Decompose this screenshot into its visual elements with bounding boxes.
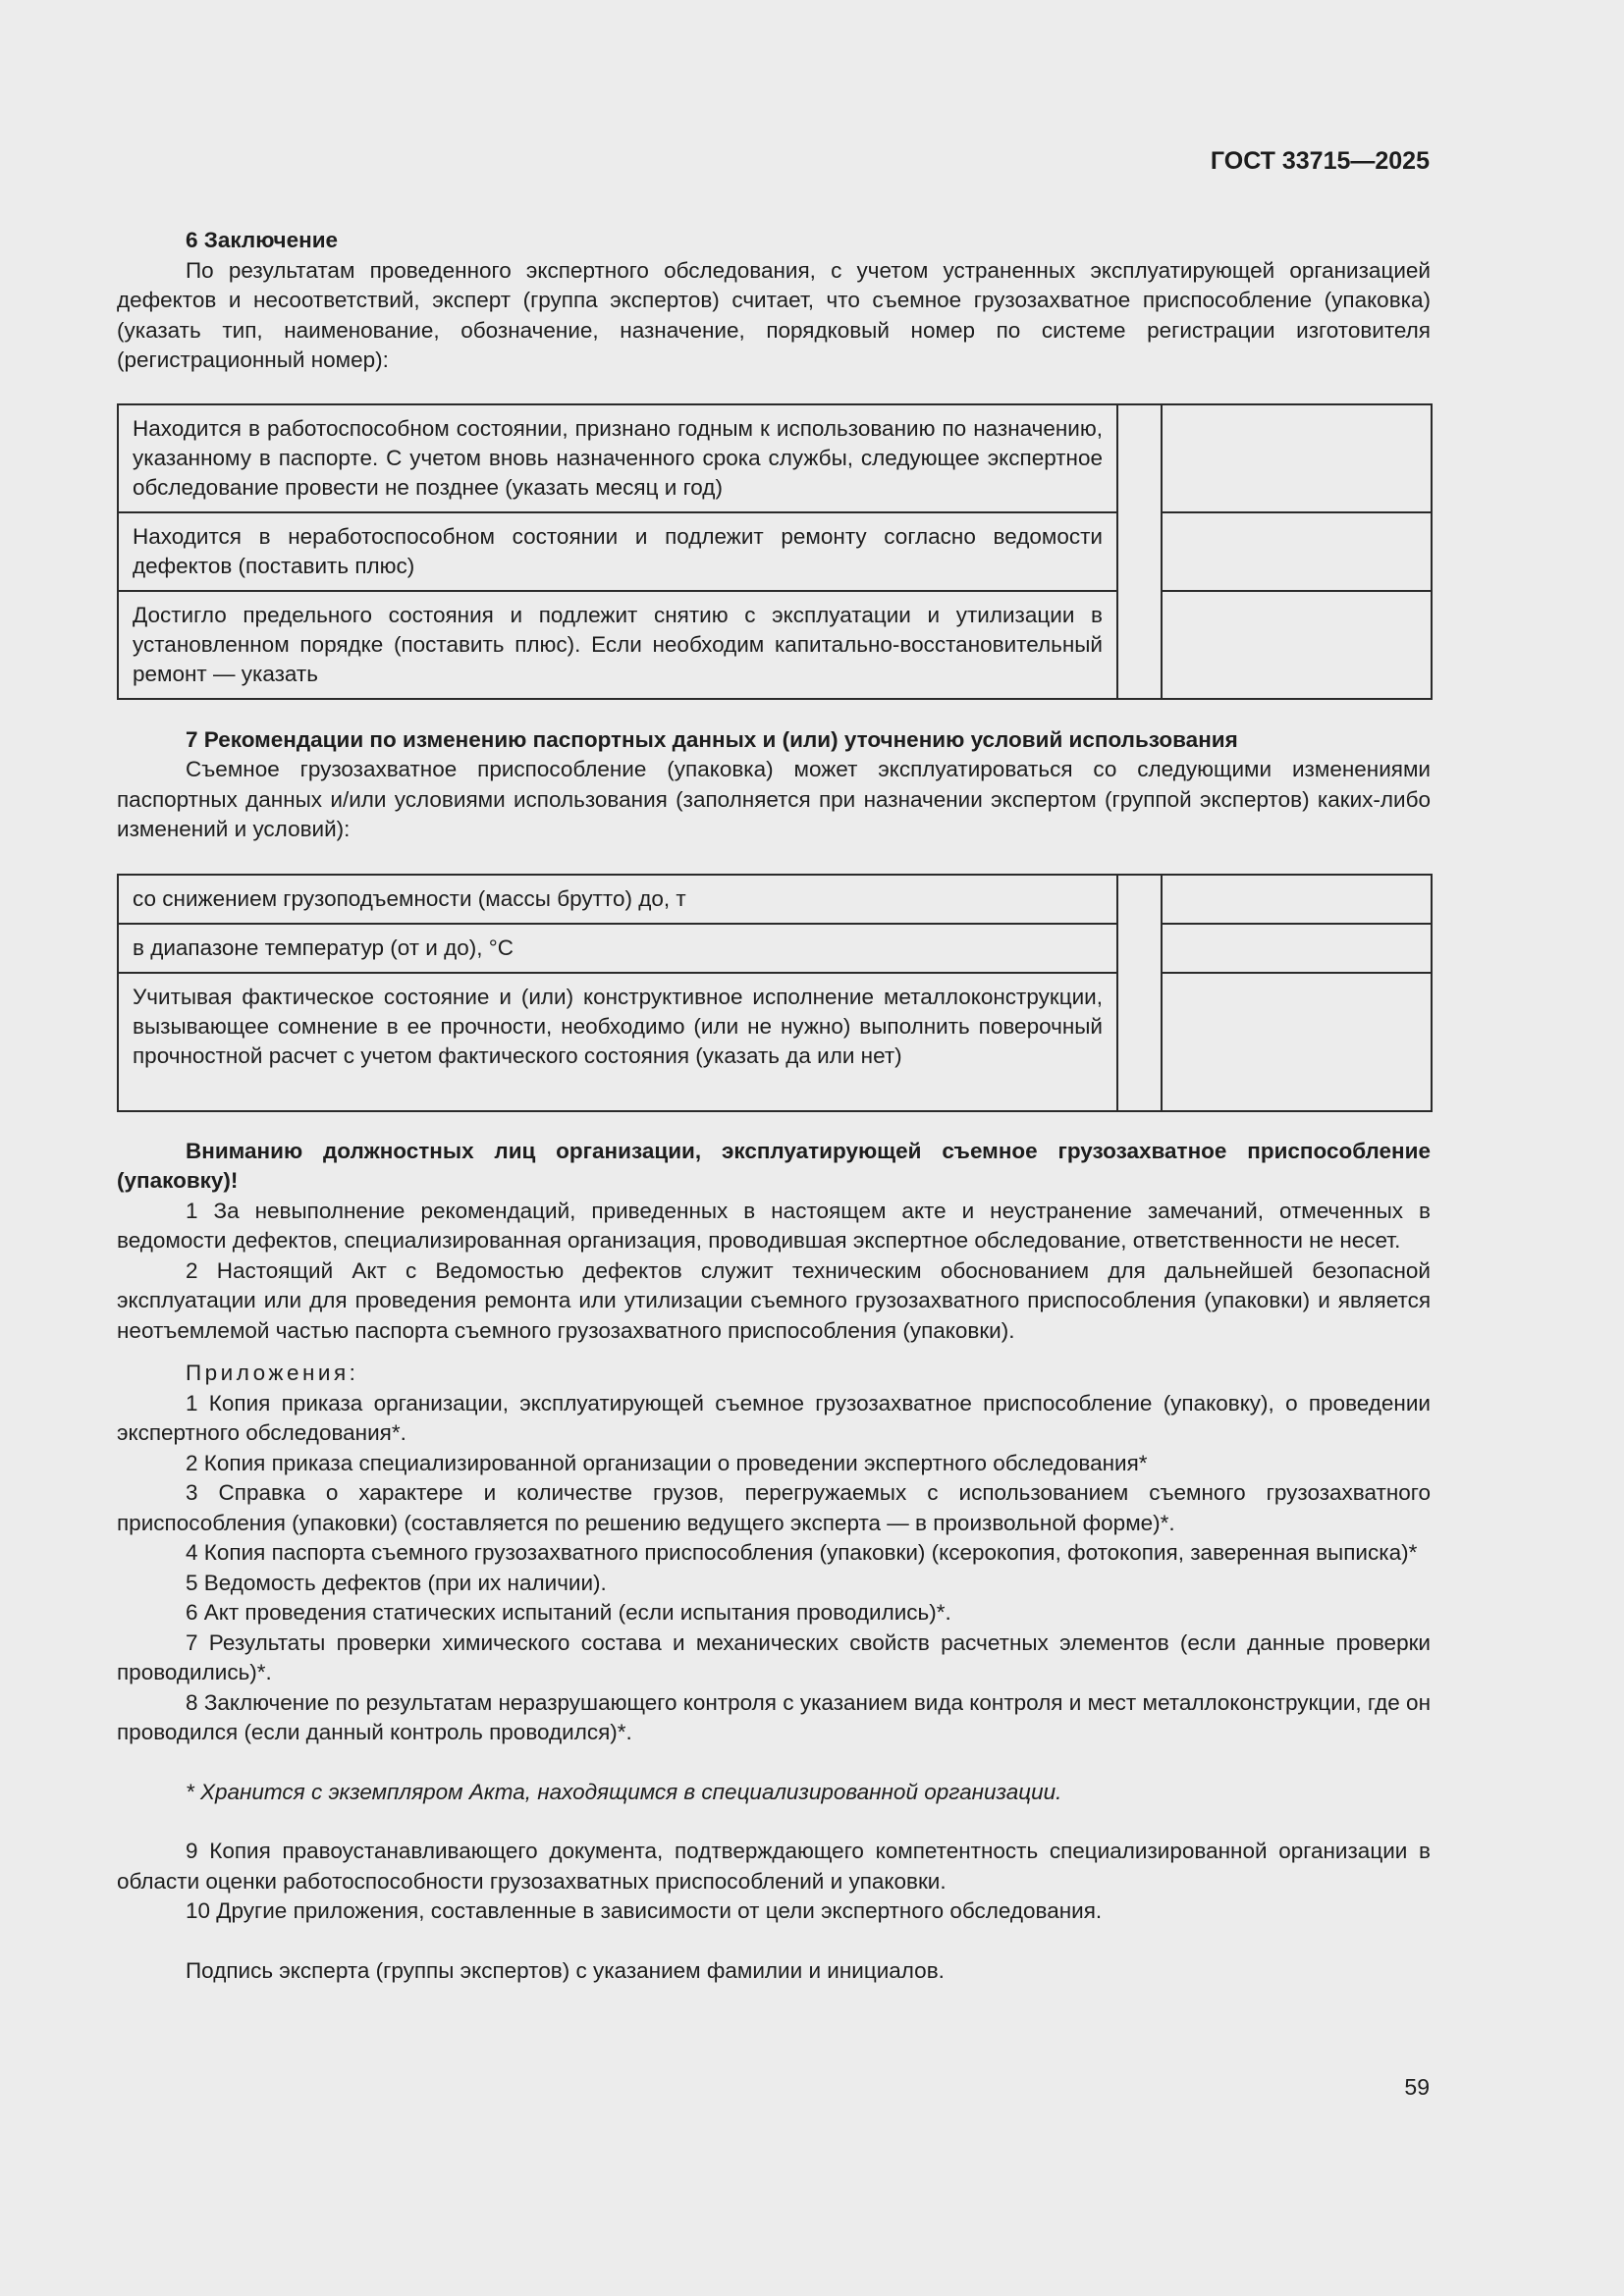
recommendations-table (117, 874, 1433, 1112)
appendix-item: 2 Копия приказа специализированной организации о проведении экспертного обследования* (186, 1450, 1148, 1475)
appendix-item: 3 Справка о характере и количестве грузов, перегружаемых с использованием съемного грузозахватного приспособления (упаковки) (составляется по решению ведущего эксперта — в произвольной форме)*. (117, 1480, 1431, 1535)
recommendation-row-text: Учитывая фактическое состояние и (или) конструктивное исполнение металлоконструкции, вызывающее сомнение в ее прочности, необходимо (или не нужно) выполнить поверочный прочностной расчет с учетом фактического состояния (указать да или нет) (118, 973, 1117, 1111)
conclusion-narrow-cell (1117, 404, 1162, 699)
conclusion-value-cell[interactable] (1162, 591, 1432, 699)
conclusion-row (118, 404, 1432, 512)
conclusion-row-text: Находится в работоспособном состоянии, признано годным к использованию по назначению, указанному в паспорте. С учетом вновь назначенного срока службы, следующее экспертное обследование провести не позднее (указать месяц и год) (118, 404, 1117, 512)
conclusion-row (118, 591, 1432, 699)
appendix-item: 7 Результаты проверки химического состава и механических свойств расчетных элементов (если данные проверки проводились)*. (117, 1629, 1431, 1684)
recommendation-value-cell[interactable] (1162, 875, 1432, 924)
attention-title: Вниманию должностных лиц организации, эксплуатирующей съемное грузозахватное приспособление (упаковку)! (117, 1138, 1431, 1193)
appendices-title: Приложения: (186, 1361, 359, 1385)
expert-signature-line: Подпись эксперта (группы экспертов) с указанием фамилии и инициалов. (186, 1957, 945, 1983)
conclusion-value-cell[interactable] (1162, 404, 1432, 512)
appendix-item: 9 Копия правоустанавливающего документа, подтверждающего компетентность специализированной организации в области оценки работоспособности грузозахватных приспособлений и упаковки. (117, 1839, 1431, 1894)
page-number: 59 (1404, 2074, 1430, 2100)
appendix-footnote: * Хранится с экземпляром Акта, находящимся в специализированной организации. (186, 1779, 1062, 1804)
document-id: ГОСТ 33715—2025 (1210, 147, 1430, 175)
appendix-item: 6 Акт проведения статических испытаний (если испытания проводились)*. (186, 1600, 951, 1625)
attention-item: 1 За невыполнение рекомендаций, приведенных в настоящем акте и неустранение замечаний, отмеченных в ведомости дефектов, специализированная организация, проводившая экспертное обследование, ответственности не несет. (117, 1198, 1431, 1253)
recommendation-narrow-cell (1117, 875, 1162, 1111)
appendix-item: 5 Ведомость дефектов (при их наличии). (186, 1570, 607, 1595)
appendix-item: 10 Другие приложения, составленные в зависимости от цели экспертного обследования. (186, 1898, 1103, 1923)
recommendation-value-cell[interactable] (1162, 973, 1432, 1111)
conclusion-row (118, 512, 1432, 591)
page-content (117, 226, 1431, 1986)
recommendation-row-text: со снижением грузоподъемности (массы брутто) до, т (118, 875, 1117, 924)
recommendation-row-text: в диапазоне температур (от и до), °С (118, 924, 1117, 973)
recommendation-row (118, 973, 1432, 1111)
recommendation-row (118, 875, 1432, 924)
section6-intro: По результатам проведенного экспертного обследования, с учетом устраненных эксплуатирующей организацией дефектов и несоответствий, эксперт (группа экспертов) считает, что съемное грузозахватное приспособление (упаковка) (указать тип, наименование, обозначение, назначение, порядковый номер по системе регистрации изготовителя (регистрационный номер): (117, 257, 1431, 372)
section7-title: 7 Рекомендации по изменению паспортных данных и (или) уточнению условий использования (186, 726, 1238, 752)
appendix-item: 1 Копия приказа организации, эксплуатирующей съемное грузозахватное приспособление (упаковку), о проведении экспертного обследования*. (117, 1390, 1431, 1445)
attention-item: 2 Настоящий Акт с Ведомостью дефектов служит техническим обоснованием для дальнейшей безопасной эксплуатации или для проведения ремонта или утилизации съемного грузозахватного приспособления (упаковки) и является неотъемлемой частью паспорта съемного грузозахватного приспособления (упаковки). (117, 1257, 1431, 1343)
conclusion-table (117, 403, 1433, 700)
conclusion-value-cell[interactable] (1162, 512, 1432, 591)
recommendation-row (118, 924, 1432, 973)
conclusion-row-text: Достигло предельного состояния и подлежит снятию с эксплуатации и утилизации в установленном порядке (поставить плюс). Если необходим капитально-восстановительный ремонт — указать (118, 591, 1117, 699)
section7-intro: Съемное грузозахватное приспособление (упаковка) может эксплуатироваться со следующими изменениями паспортных данных и/или условиями использования (заполняется при назначении экспертом (группой экспертов) каких-либо изменений и условий): (117, 757, 1431, 841)
appendix-item: 8 Заключение по результатам неразрушающего контроля с указанием вида контроля и мест металлоконструкции, где он проводился (если данный контроль проводился)*. (117, 1689, 1431, 1744)
conclusion-row-text: Находится в неработоспособном состоянии и подлежит ремонту согласно ведомости дефектов (поставить плюс) (118, 512, 1117, 591)
section6-title: 6 Заключение (186, 228, 339, 252)
recommendation-value-cell[interactable] (1162, 924, 1432, 973)
appendix-item: 4 Копия паспорта съемного грузозахватного приспособления (упаковки) (ксерокопия, фотокопия, заверенная выписка)* (186, 1540, 1418, 1565)
